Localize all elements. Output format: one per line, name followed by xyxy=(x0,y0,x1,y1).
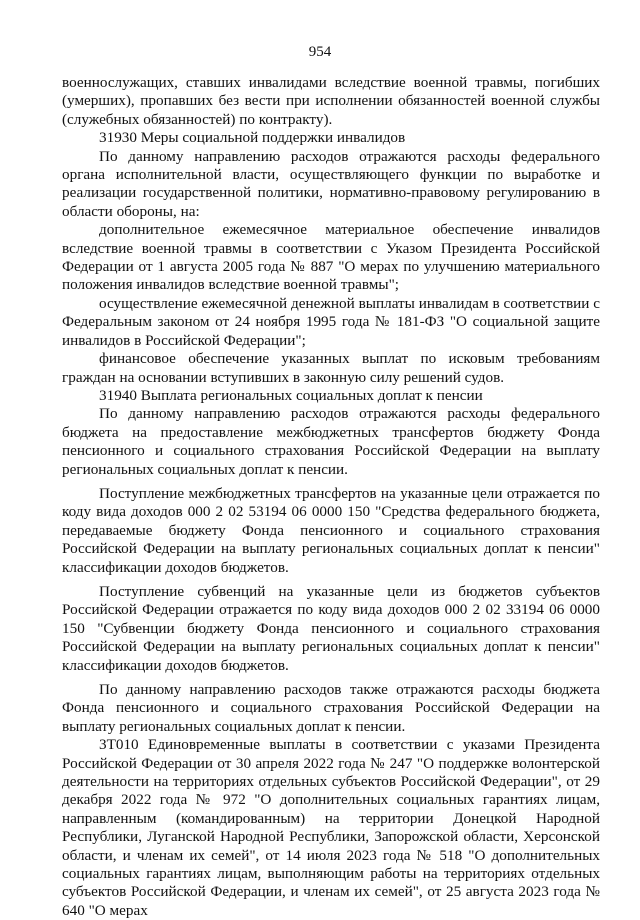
paragraph: По данному направлению расходов отражаются расходы федерального бюджета на предоставление межбюджетных трансфертов бюджету Фонда пенсионного и социального страхования Российской Федерации на выплату региональных социальных доплат к пенсии. xyxy=(62,405,600,478)
paragraph: По данному направлению расходов отражаются расходы федерального органа исполнительной власти, осуществляющего функции по выработке и реализации государственной политики, нормативно-правовому регулированию в области обороны, на: xyxy=(62,147,600,220)
paragraph: По данному направлению расходов также отражаются расходы бюджета Фонда пенсионного и социального страхования Российской Федерации на выплату региональных социальных доплат к пенсии. xyxy=(62,681,600,735)
list-item: финансовое обеспечение указанных выплат по исковым требованиям граждан на основании вступивших в законную силу решений судов. xyxy=(62,350,600,386)
paragraph: Поступление межбюджетных трансфертов на указанные цели отражается по коду вида доходов 000 2 02 53194 06 0000 150 "Средства федерального бюджета, передаваемые бюджету Фонда пенсионного и социального страхования Российской Федерации на выплату региональных социальных доплат к пенсии" классификации доходов бюджетов. xyxy=(62,484,600,576)
list-item: дополнительное ежемесячное материальное обеспечение инвалидов вследствие военной травмы в соответствии с Указом Президента Российской Федерации от 1 августа 2005 года № 887 "О мерах по улучшению материального положения инвалидов вследствие военной травмы"; xyxy=(62,221,600,294)
document-body xyxy=(62,74,600,920)
section-heading-31930: 31930 Меры социальной поддержки инвалидов xyxy=(99,129,406,147)
section-heading-3t010: 3Т010 Единовременные выплаты в соответствии с указами Президента Российской Федерации от 30 апреля 2022 года № 247 "О поддержке волонтерской деятельности на территориях отдельных субъектов Российской Федерации", от 29 декабря 2022 года № 972 "О дополнительных социальных гарантиях лицам, направленным (командированным) на территории Донецкой Народной Республики, Луганской Народной Республики, Запорожской области, Херсонской области, и членам их семей", от 14 июля 2023 года № 518 "О дополнительных социальных гарантиях лицам, выполняющим работы на территориях отдельных субъектов Российской Федерации, и членам их семей", от 25 августа 2023 года № 640 "О мерах xyxy=(62,736,600,919)
page-number: 954 xyxy=(308,44,332,60)
paragraph-continuation: военнослужащих, ставших инвалидами вследствие военной травмы, погибших (умерших), пропавших без вести при исполнении обязанностей военной службы (служебных обязанностей) по контракту). xyxy=(62,74,600,128)
section-heading-31940: 31940 Выплата региональных социальных доплат к пенсии xyxy=(99,386,483,404)
paragraph: Поступление субвенций на указанные цели из бюджетов субъектов Российской Федерации отражается по коду вида доходов 000 2 02 33194 06 0000 150 "Субвенции бюджету Фонда пенсионного и социального страхования Российской Федерации на выплату региональных социальных доплат к пенсии" классификации доходов бюджетов. xyxy=(62,582,600,674)
list-item: осуществление ежемесячной денежной выплаты инвалидам в соответствии с Федеральным законом от 24 ноября 1995 года № 181-ФЗ "О социальной защите инвалидов в Российской Федерации"; xyxy=(62,294,600,349)
